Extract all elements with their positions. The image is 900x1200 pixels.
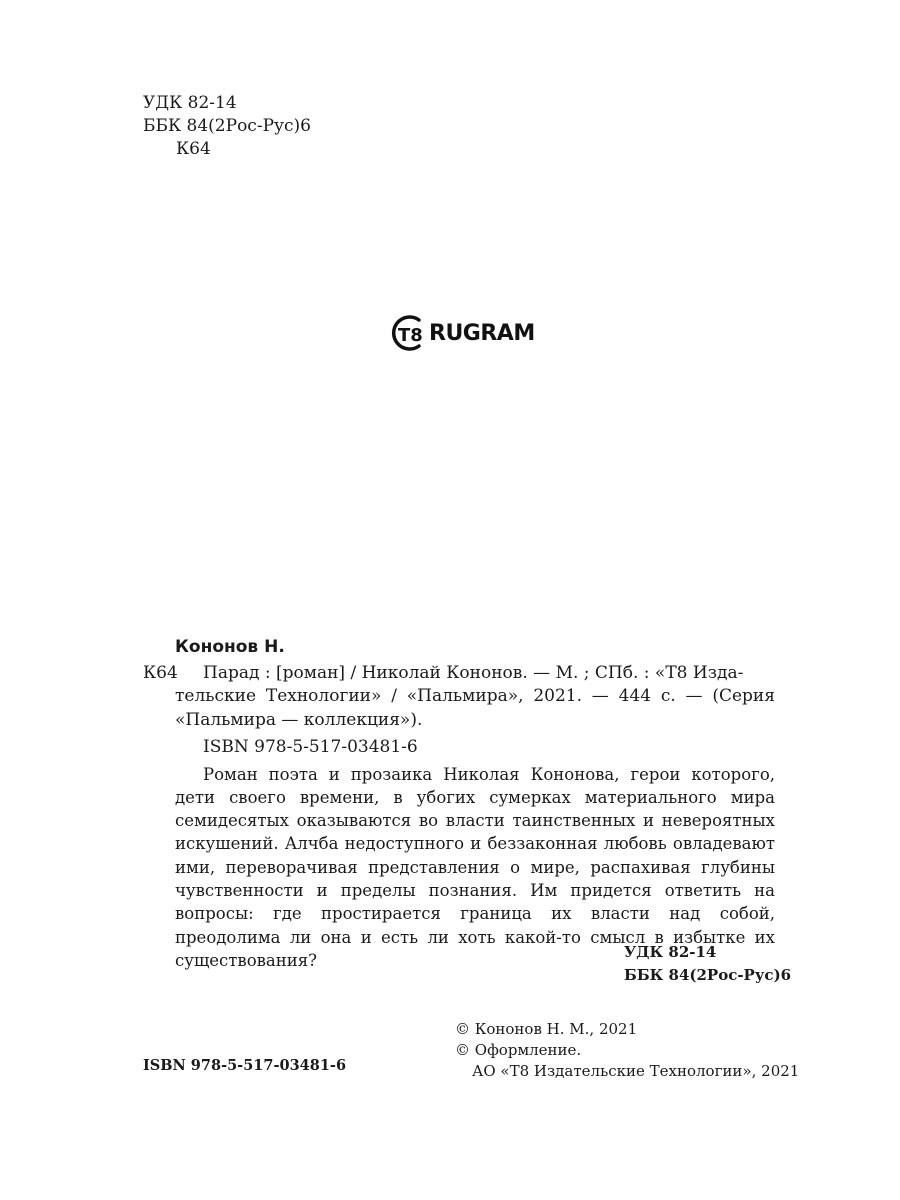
entry-title-line: Парад : [роман] / Николай Кононов. — М. ; СПб. : «Т8 Изда- <box>203 662 744 683</box>
t8-logo-icon <box>389 314 431 352</box>
svg-text:T8: T8 <box>398 325 423 346</box>
copyright-design: © Оформление. <box>455 1041 582 1059</box>
copyright-block <box>455 1019 799 1082</box>
copyright-author: © Кононов Н. М., 2021 <box>455 1020 638 1038</box>
classification-top <box>143 92 311 161</box>
bbk-code-bottom: ББК 84(2Рос-Рус)6 <box>624 966 792 984</box>
annotation-text: Роман поэта и прозаика Николая Кононова, герои которого, дети своего времени, в убогих сумерках материального мира семидесятых оказываются во власти таинственных и невероятных искушений. Алчба недоступного и беззаконная любовь овладевают ими, переворачивая представления о мире, распахивая глубины чувственности и пределы познания. Им придется ответить на вопросы: где простирается граница их власти над собой, преодолима ли она и есть ли хоть какой-то смысл в избытке их существования? <box>175 764 775 970</box>
entry-first-line <box>143 662 775 686</box>
entry-cutter: К64 <box>143 662 178 683</box>
udk-code: УДК 82-14 <box>143 93 237 113</box>
entry-continuation: тельские Технологии» / «Пальмира», 2021. — 444 с. — (Серия «Пальмира — коллекция»). <box>175 686 775 730</box>
publisher-logo <box>389 313 535 353</box>
bibliographic-record <box>143 636 775 972</box>
entry-isbn: ISBN 978-5-517-03481-6 <box>203 737 418 757</box>
cutter-code: К64 <box>176 139 211 159</box>
classification-bottom <box>624 941 791 987</box>
author-heading: Кононов Н. <box>175 637 285 657</box>
udk-code-bottom: УДК 82-14 <box>624 943 717 961</box>
isbn-bottom: ISBN 978-5-517-03481-6 <box>143 1057 347 1074</box>
copyright-publisher: АО «Т8 Издательские Технологии», 2021 <box>472 1062 800 1080</box>
bbk-code: ББК 84(2Рос-Рус)6 <box>143 116 311 136</box>
logo-wordmark: RUGRAM <box>429 320 535 346</box>
